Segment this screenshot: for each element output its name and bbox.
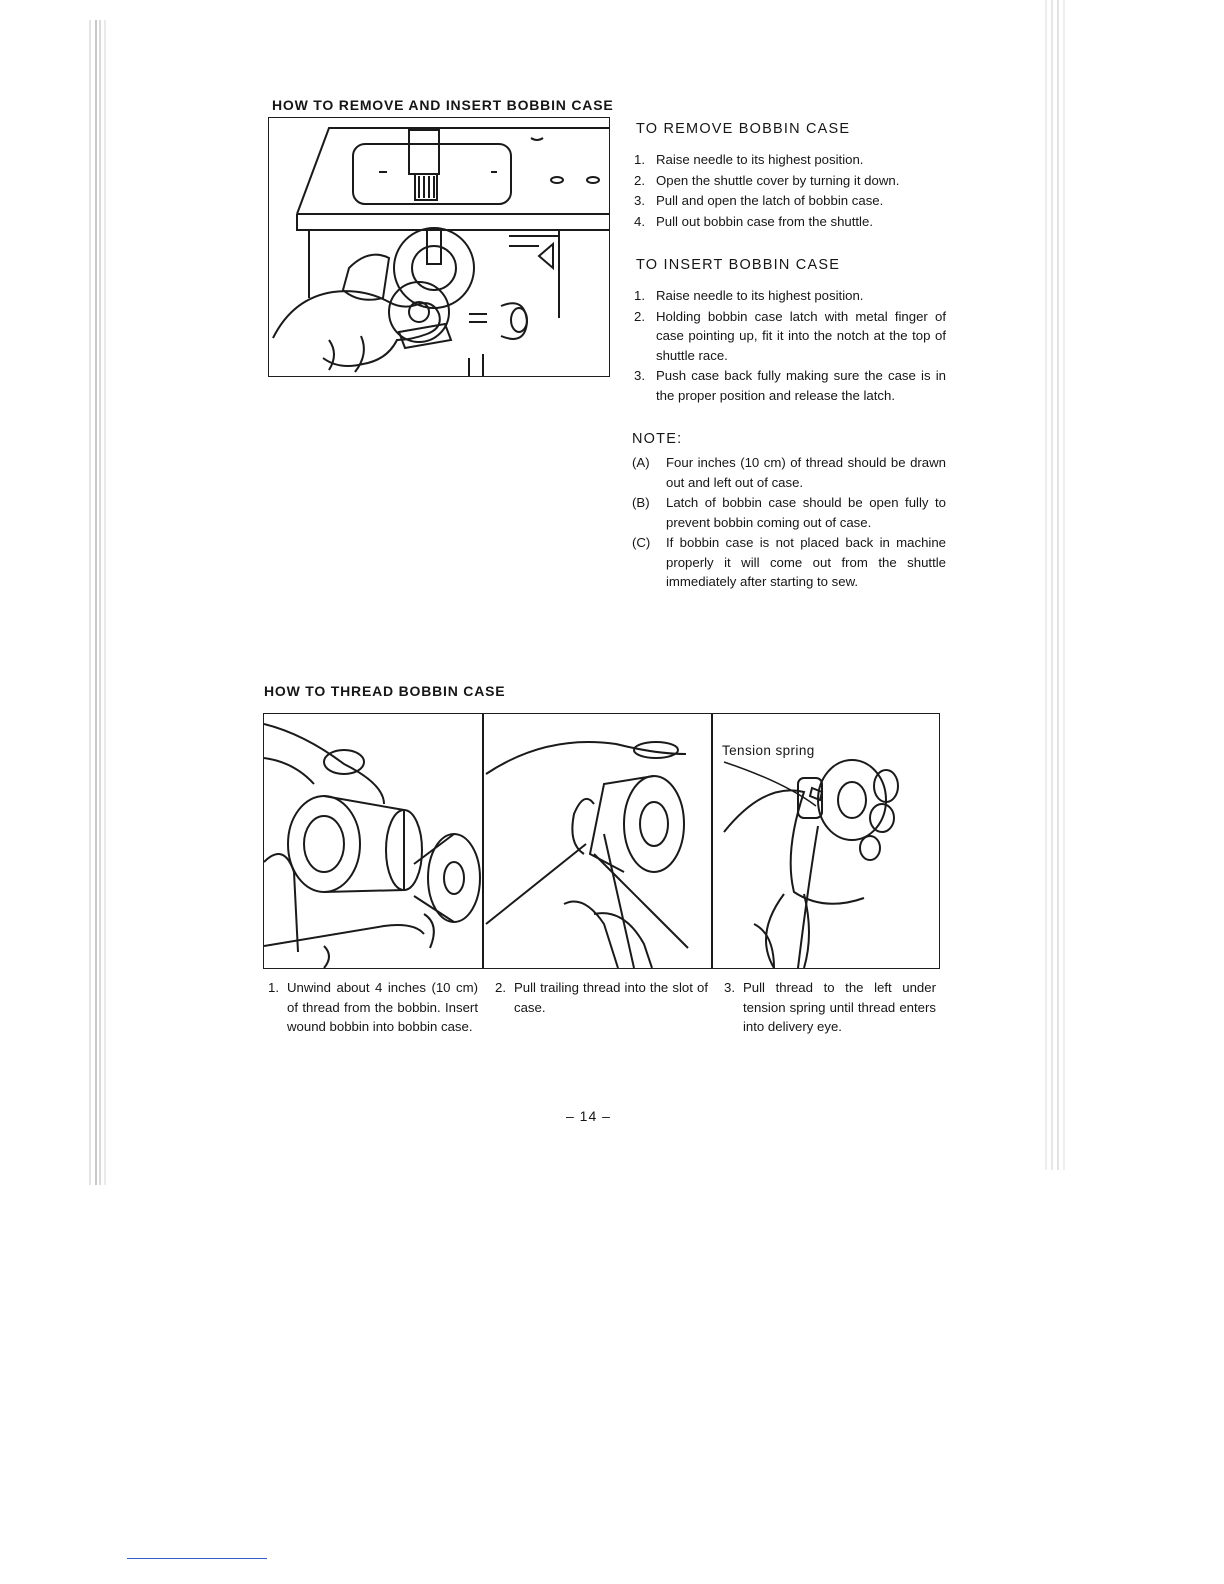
caption-text: Pull thread to the left under tension spring until thread enters into delivery eye. [743, 980, 936, 1034]
caption-number: 1. [268, 980, 279, 995]
caption-1 [268, 978, 478, 1037]
bottom-rule [127, 1558, 267, 1559]
caption-number: 2. [495, 980, 506, 995]
list-item [632, 533, 946, 592]
note-letter: (C) [632, 535, 651, 550]
scan-edge-right [1036, 0, 1076, 1170]
figure-remove-bobbin-case [268, 117, 610, 377]
list-item [632, 493, 946, 532]
remove-steps-list [634, 150, 946, 232]
threading-illustrations [264, 714, 939, 968]
step-number: 3. [634, 368, 645, 383]
note-letter: (B) [632, 495, 650, 510]
section-title-remove-insert: HOW TO REMOVE AND INSERT BOBBIN CASE [272, 97, 614, 113]
scan-edge-left [86, 20, 112, 1185]
step-text: Raise needle to its highest position. [656, 288, 864, 303]
list-item [634, 366, 946, 405]
list-item [634, 307, 946, 366]
note-letter: (A) [632, 455, 650, 470]
list-item [634, 286, 946, 306]
insert-bobbin-case-heading: TO INSERT BOBBIN CASE [636, 257, 841, 273]
tension-spring-label: Tension spring [722, 743, 815, 758]
step-number: 1. [634, 152, 645, 167]
step-number: 3. [634, 193, 645, 208]
note-text: If bobbin case is not placed back in machine properly it will come out from the shuttle immediately after starting to sew. [666, 535, 946, 589]
list-item [632, 453, 946, 492]
step-text: Push case back fully making sure the case is in the proper position and release the latch. [656, 368, 946, 403]
caption-number: 3. [724, 980, 735, 995]
caption-3 [724, 978, 936, 1037]
note-text: Four inches (10 cm) of thread should be drawn out and left out of case. [666, 455, 946, 490]
step-text: Holding bobbin case latch with metal finger of case pointing up, fit it into the notch at the top of shuttle race. [656, 308, 946, 363]
list-item [634, 212, 946, 232]
step-number: 4. [634, 213, 645, 229]
step-text: Pull out bobbin case from the shuttle. [656, 213, 873, 229]
caption-text: Pull trailing thread into the slot of case. [514, 980, 708, 1015]
insert-steps-list [634, 286, 946, 406]
step-text: Raise needle to its highest position. [656, 152, 864, 167]
step-text: Open the shuttle cover by turning it down. [656, 172, 900, 188]
step-number: 1. [634, 288, 645, 303]
caption-text: Unwind about 4 inches (10 cm) of thread from the bobbin. Insert wound bobbin into bobbin case. [287, 980, 478, 1034]
caption-2 [495, 978, 708, 1017]
page-number: – 14 – [566, 1108, 611, 1124]
remove-bobbin-case-heading: TO REMOVE BOBBIN CASE [636, 121, 851, 137]
section-title-thread: HOW TO THREAD BOBBIN CASE [264, 683, 506, 699]
step-number: 2. [634, 308, 645, 324]
note-text: Latch of bobbin case should be open fully to prevent bobbin coming out of case. [666, 495, 946, 530]
step-number: 2. [634, 172, 645, 188]
list-item [634, 191, 946, 211]
list-item [634, 171, 946, 191]
figure-thread-bobbin-case [263, 713, 940, 969]
bobbin-case-removal-illustration [269, 118, 609, 376]
step-text: Pull and open the latch of bobbin case. [656, 193, 884, 208]
list-item [634, 150, 946, 170]
note-list [632, 453, 946, 593]
note-heading: NOTE: [632, 431, 683, 447]
